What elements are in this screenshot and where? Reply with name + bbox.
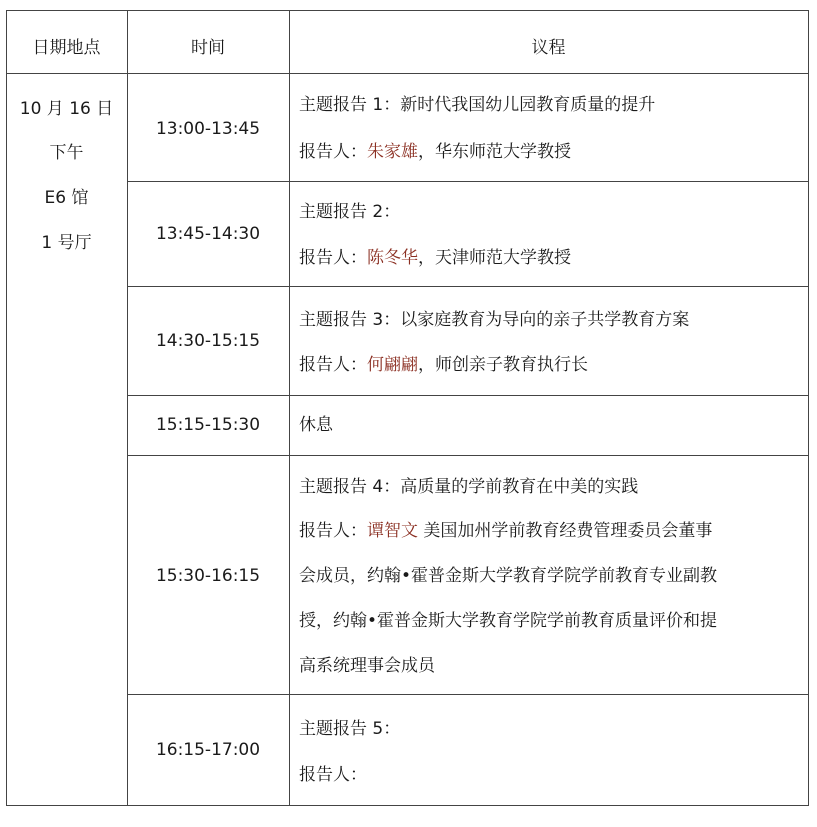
session-time: 15:15-15:30 xyxy=(155,415,261,435)
session-time: 13:45-14:30 xyxy=(155,224,261,244)
speaker-prefix: 报告人： xyxy=(299,248,367,268)
event-period: 下午 xyxy=(49,143,84,163)
speaker-affiliation: ，师创亲子教育执行长 xyxy=(418,355,588,375)
session-speaker xyxy=(299,521,712,541)
speaker-prefix: 报告人： xyxy=(299,142,367,162)
session-title: 主题报告 1：新时代我国幼儿园教育质量的提升 xyxy=(299,95,656,115)
session-title: 主题报告 3：以家庭教育为导向的亲子共学教育方案 xyxy=(299,310,690,330)
speaker-prefix: 报告人： xyxy=(299,521,367,541)
session-speaker: 报告人： xyxy=(299,765,367,785)
session-time: 16:15-17:00 xyxy=(155,740,261,760)
speaker-name: 朱家雄 xyxy=(367,142,418,162)
speaker-affiliation: 美国加州学前教育经费管理委员会董事 xyxy=(418,521,713,541)
session-time: 15:30-16:15 xyxy=(155,566,261,586)
speaker-name: 谭智文 xyxy=(367,521,418,541)
speaker-affiliation: ，天津师范大学教授 xyxy=(418,248,571,268)
session-speaker xyxy=(299,355,588,375)
speaker-name: 何翩翩 xyxy=(367,355,418,375)
session-time: 13:00-13:45 xyxy=(155,119,261,139)
row-divider xyxy=(127,395,808,396)
table-border-right xyxy=(808,10,809,806)
row-divider xyxy=(127,694,808,695)
column-divider xyxy=(289,10,290,806)
header-agenda: 议程 xyxy=(531,38,566,58)
speaker-name: 陈冬华 xyxy=(367,248,418,268)
session-title: 主题报告 2： xyxy=(299,202,401,222)
session-time: 14:30-15:15 xyxy=(155,331,261,351)
table-border-left xyxy=(6,10,7,806)
speaker-affiliation-line: 会成员，约翰•霍普金斯大学教育学院学前教育专业副教 xyxy=(299,566,718,586)
speaker-affiliation-line: 高系统理事会成员 xyxy=(299,656,435,676)
speaker-prefix: 报告人： xyxy=(299,355,367,375)
row-divider xyxy=(127,286,808,287)
session-title: 主题报告 4：高质量的学前教育在中美的实践 xyxy=(299,477,639,497)
row-divider xyxy=(127,455,808,456)
header-time: 时间 xyxy=(191,38,225,58)
session-speaker xyxy=(299,248,571,268)
event-date: 10 月 16 日 xyxy=(19,99,114,119)
session-speaker xyxy=(299,142,571,162)
break-label: 休息 xyxy=(299,415,333,435)
speaker-affiliation: ，华东师范大学教授 xyxy=(418,142,571,162)
session-title: 主题报告 5： xyxy=(299,719,401,739)
header-date-location: 日期地点 xyxy=(32,38,101,58)
event-venue: E6 馆 xyxy=(44,188,89,208)
event-hall: 1 号厅 xyxy=(41,233,92,253)
speaker-affiliation-line: 授，约翰•霍普金斯大学教育学院学前教育质量评价和提 xyxy=(299,611,718,631)
row-divider xyxy=(127,181,808,182)
